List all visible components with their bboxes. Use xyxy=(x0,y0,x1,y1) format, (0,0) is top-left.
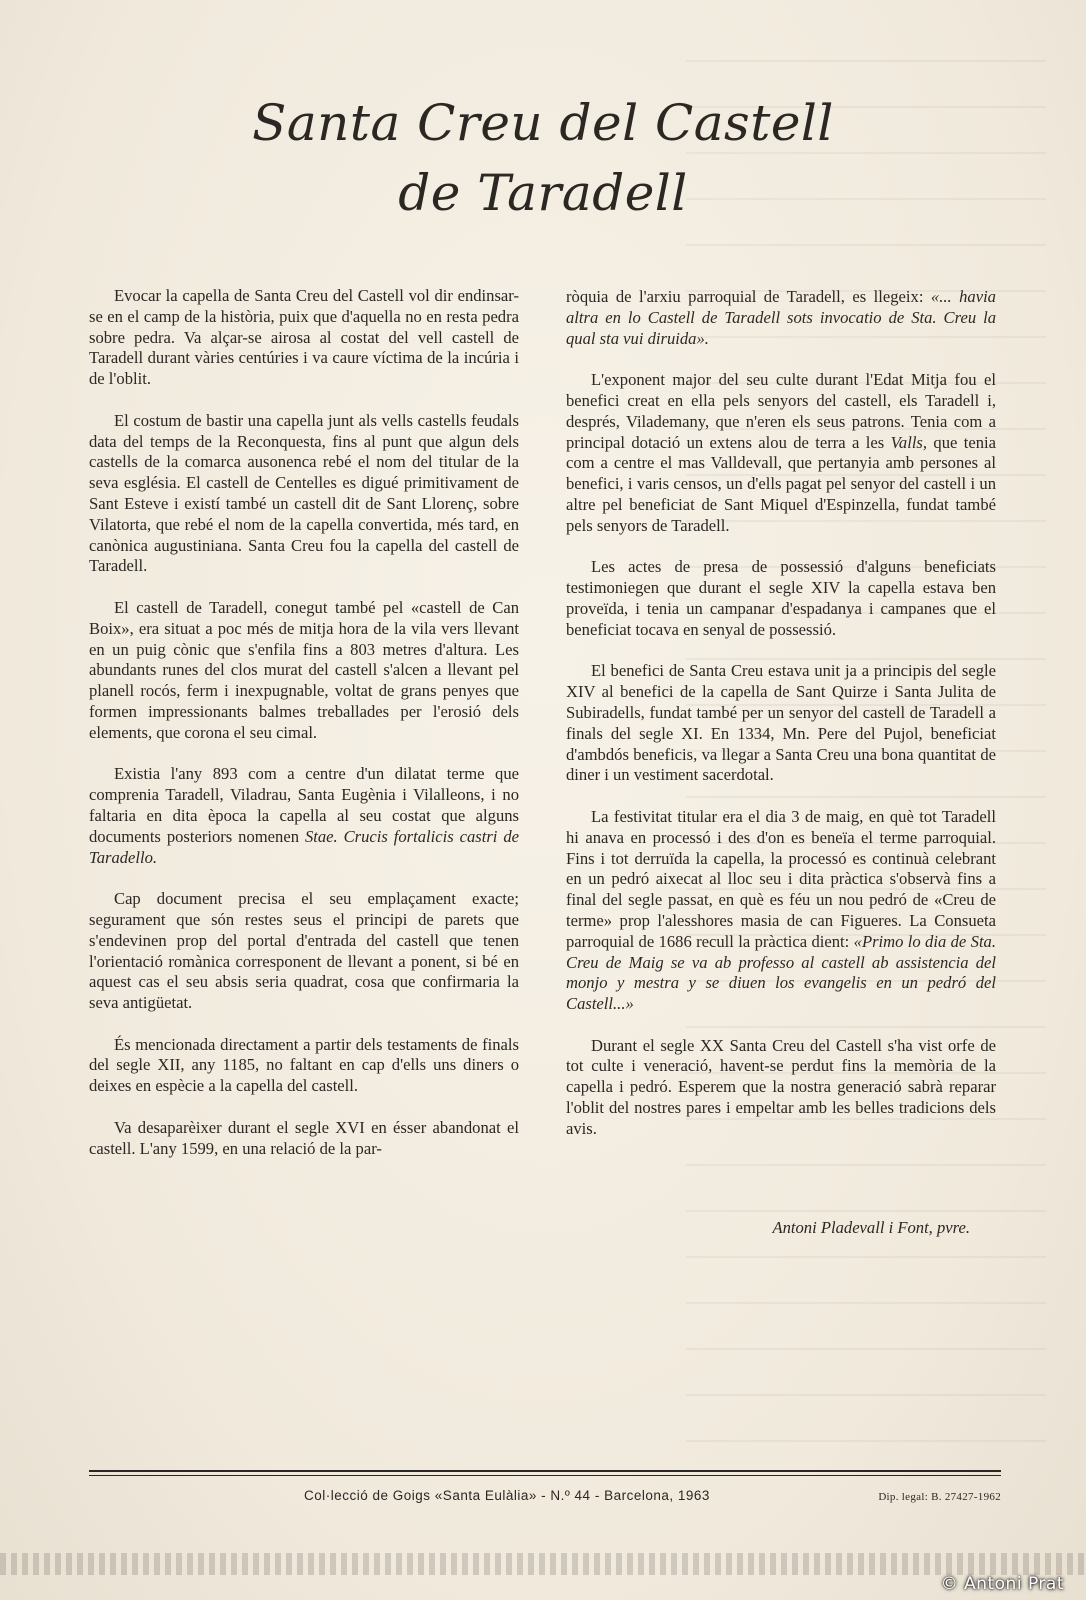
paragraph-text: Existia l'any 893 com a centre d'un dilatat terme que comprenia Taradell, Viladrau, Santa Eugènia i Vilalleons, i no faltaria en dita època la capella al seu costat que alguns documents posteriors nomenen xyxy=(89,764,519,846)
paragraph: Durant el segle XX Santa Creu del Castell s'ha vist orfe de tot culte i veneració, havent-se perdut fins la memòria de la capella i pedró. Esperem que la nostra generació sabrà reparar l'oblit del nostres pares i empeltar amb les belles tradicions dels avis. xyxy=(566,1035,996,1138)
legal-deposit: Dip. legal: B. 27427-1962 xyxy=(878,1491,1001,1503)
paragraph: És mencionada directament a partir dels testaments de finals del segle XII, any 1185, no faltant en cap d'ells uns diners o deixes en espècie a la capella del castell. xyxy=(89,1034,519,1096)
copyright-watermark: © Antoni Prat xyxy=(940,1574,1064,1594)
bottom-show-through-stripe xyxy=(0,1553,1086,1575)
paragraph-text: L'exponent major del seu culte durant l'Edat Mitja fou el benefici creat en ella pels senyors del castell, els Taradell i, després, Vilademany, que n'eren els seus patrons. Tenia com a principal dotació un extens alou de terra a les xyxy=(566,370,996,452)
paragraph xyxy=(89,764,519,868)
title-line-2: de Taradell xyxy=(398,164,688,222)
paragraph: Va desaparèixer durant el segle XVI en ésser abandonat el castell. L'any 1599, en una relació de la par- xyxy=(89,1117,519,1158)
paragraph: El castell de Taradell, conegut també pel «castell de Can Boix», era situat a poc més de mitja hora de la vila vers llevant en un puig cònic que s'enfila fins a 803 metres d'altura. Les abundants runes del clos murat del castell s'alcen a llevant pel planell rocós, ferm i inexpugnable, voltat de grans penyes que formen impressionants balmes treballades per l'erosió dels elements, que corona el seu cimal. xyxy=(89,597,519,742)
place-name: Valls, xyxy=(890,432,928,452)
paragraph xyxy=(566,287,996,349)
paragraph: Les actes de presa de possessió d'alguns beneficiats testimoniegen que durant el segle XIV la capella estava ben proveïda, i tenia un campanar d'espadanya i campanes que el beneficiat tocava en senyal de possessió. xyxy=(566,557,996,639)
left-column xyxy=(89,286,519,1180)
collection-line: Col·lecció de Goigs «Santa Eulàlia» - N.º 44 - Barcelona, 1963 xyxy=(304,1488,710,1503)
paragraph: Evocar la capella de Santa Creu del Castell vol dir endinsar-se en el camp de la història, puix que d'aquella no en resta pedra sobre pedra. Va alçar-se airosa al costat del vell castell de Taradell durant vàries centúries i va caure víctima de la incúria i de l'oblit. xyxy=(89,286,519,389)
author-signature: Antoni Pladevall i Font, pvre. xyxy=(772,1218,970,1237)
footer-rule-thick xyxy=(89,1470,1001,1472)
paragraph-text: que tenia com a centre el mas Valldevall, que pertanyia amb persones al benefici, i varis censos, un d'ells pagat pel senyor del castell i un altre pel beneficiat de Sant Miquel d'Espinzella, fundat també pels senyors de Taradell. xyxy=(566,432,996,535)
title-line-1: Santa Creu del Castell xyxy=(252,94,834,152)
paragraph: Cap document precisa el seu emplaçament exacte; segurament que són restes seus el principi de parets que s'endevinen prop del portal d'entrada del castell que tenen l'orientació romànica corresponent de llevant a ponent, si bé en aquest cas el seu absis seria quadrat, cosa que confirmaria la seva antigüetat. xyxy=(89,889,519,1013)
paragraph xyxy=(566,807,996,1015)
latin-quote: Stae. Crucis fortalicis castri de Taradello. xyxy=(89,826,520,867)
paragraph: El costum de bastir una capella junt als vells castells feudals data del temps de la Reconquesta, fins al punt que algun dels castells de la comarca ausonenca rebé el nom del titular de la seva església. El castell de Centelles es digué primitivament de Sant Esteve i existí també un castell dit de Sant Llorenç, sobre Vilatorta, que rebé el nom de la capella convertida, més tard, en canònica augustiniana. Santa Creu fou la capella del castell de Taradell. xyxy=(89,410,519,576)
paragraph: El benefici de Santa Creu estava unit ja a principis del segle XIV al benefici de la capella de Sant Quirze i Santa Julita de Subiradells, fundat també per un senyor del castell de Taradell a finals del segle XI. En 1334, Mn. Pere del Pujol, beneficiat d'ambdós beneficis, va llegar a Santa Creu una bona quantitat de diner i un vestiment sacerdotal. xyxy=(566,661,996,785)
archive-quote: «... havia altra en lo Castell de Taradell sots invocatio de Sta. Creu la qual sta vui diruida». xyxy=(566,287,996,348)
paragraph xyxy=(566,370,996,536)
footer-rule-thin xyxy=(89,1475,1001,1476)
paragraph-text: ròquia de l'arxiu parroquial de Taradell, es llegeix: xyxy=(566,287,924,306)
right-column xyxy=(566,287,996,1160)
consueta-quote: «Primo lo dia de Sta. Creu de Maig se va ab professo al castell ab assistencia del monjo y mestra y se diuen los evangelis en un pedró del Castell...» xyxy=(566,931,996,1014)
paragraph-text: La festivitat titular era el dia 3 de maig, en què tot Taradell hi anava en processó i des d'on es beneïa el terme parroquial. Fins i tot derruïda la capella, la processó es continuà celebrant en un pedró aixecat al lloc seu i dita pràctica s'observà fins a final del segle passat, en què es féu un nou pedró de «Creu de terme» prop l'alesshores masia de can Figueres. La Consueta parroquial de 1686 recull la pràctica dient: xyxy=(566,806,996,951)
page-title xyxy=(0,88,1086,228)
